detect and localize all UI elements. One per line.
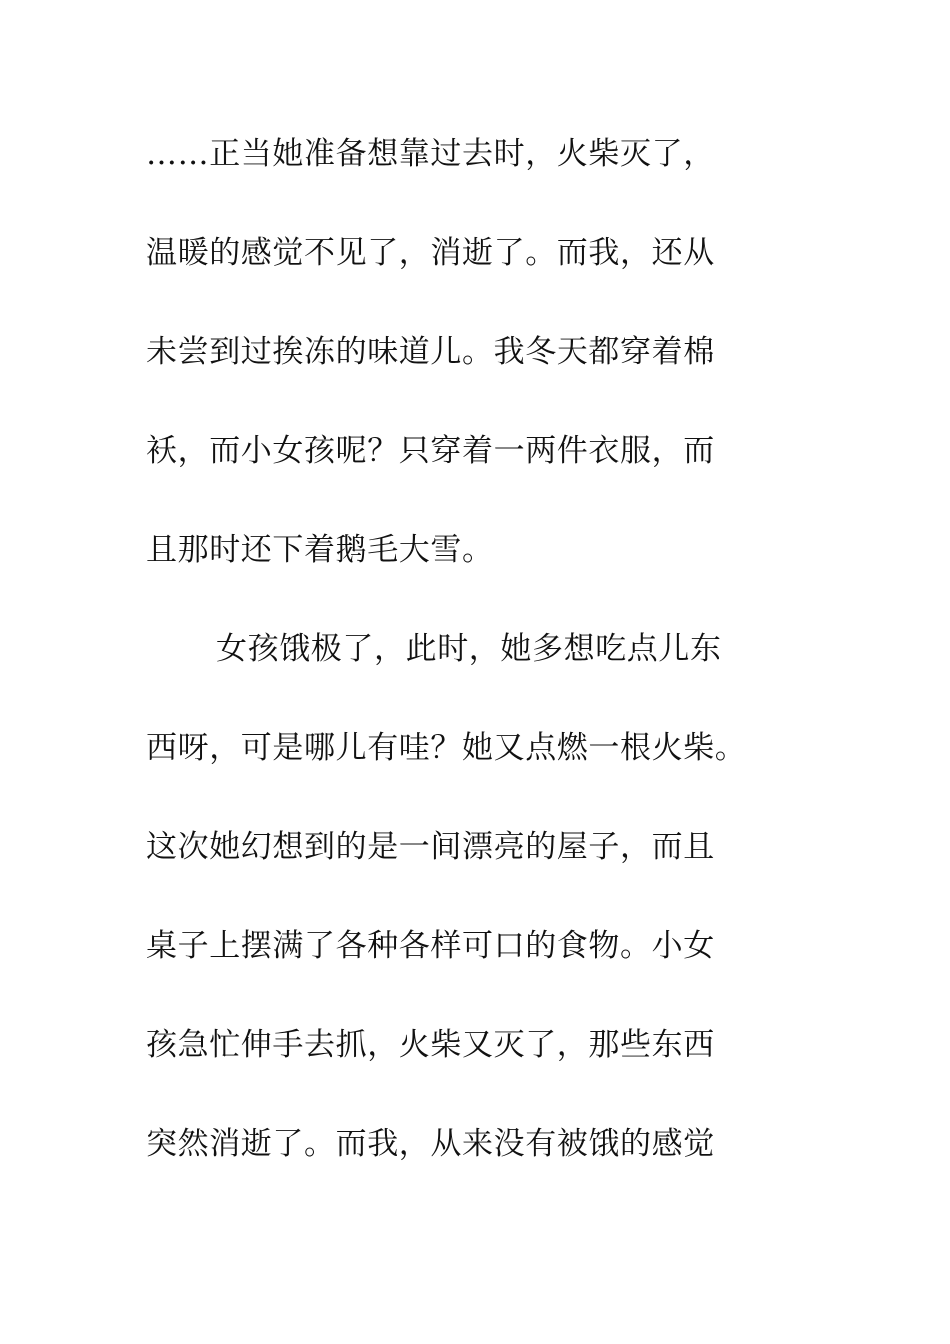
text-line: 且那时还下着鹅毛大雪。 [146,532,494,568]
text-line: 西呀，可是哪儿有哇？她又点燃一根火柴。 [146,730,747,766]
text-line: 未尝到过挨冻的味道儿。我冬天都穿着棉 [146,334,715,370]
text-line: 袄，而小女孩呢？只穿着一两件衣服，而 [146,433,715,469]
text-line: ……正当她准备想靠过去时，火柴灭了， [146,136,715,172]
body-text [146,124,826,1213]
text-line: 这次她幻想到的是一间漂亮的屋子，而且 [146,829,715,865]
text-line: 温暖的感觉不见了，消逝了。而我，还从 [146,235,715,271]
text-line: 突然消逝了。而我，从来没有被饿的感觉 [146,1126,715,1162]
paragraph-start-line: 女孩饿极了，此时，她多想吃点儿东 [216,631,722,667]
text-line: 桌子上摆满了各种各样可口的食物。小女 [146,928,715,964]
text-line: 孩急忙伸手去抓，火柴又灭了，那些东西 [146,1027,715,1063]
